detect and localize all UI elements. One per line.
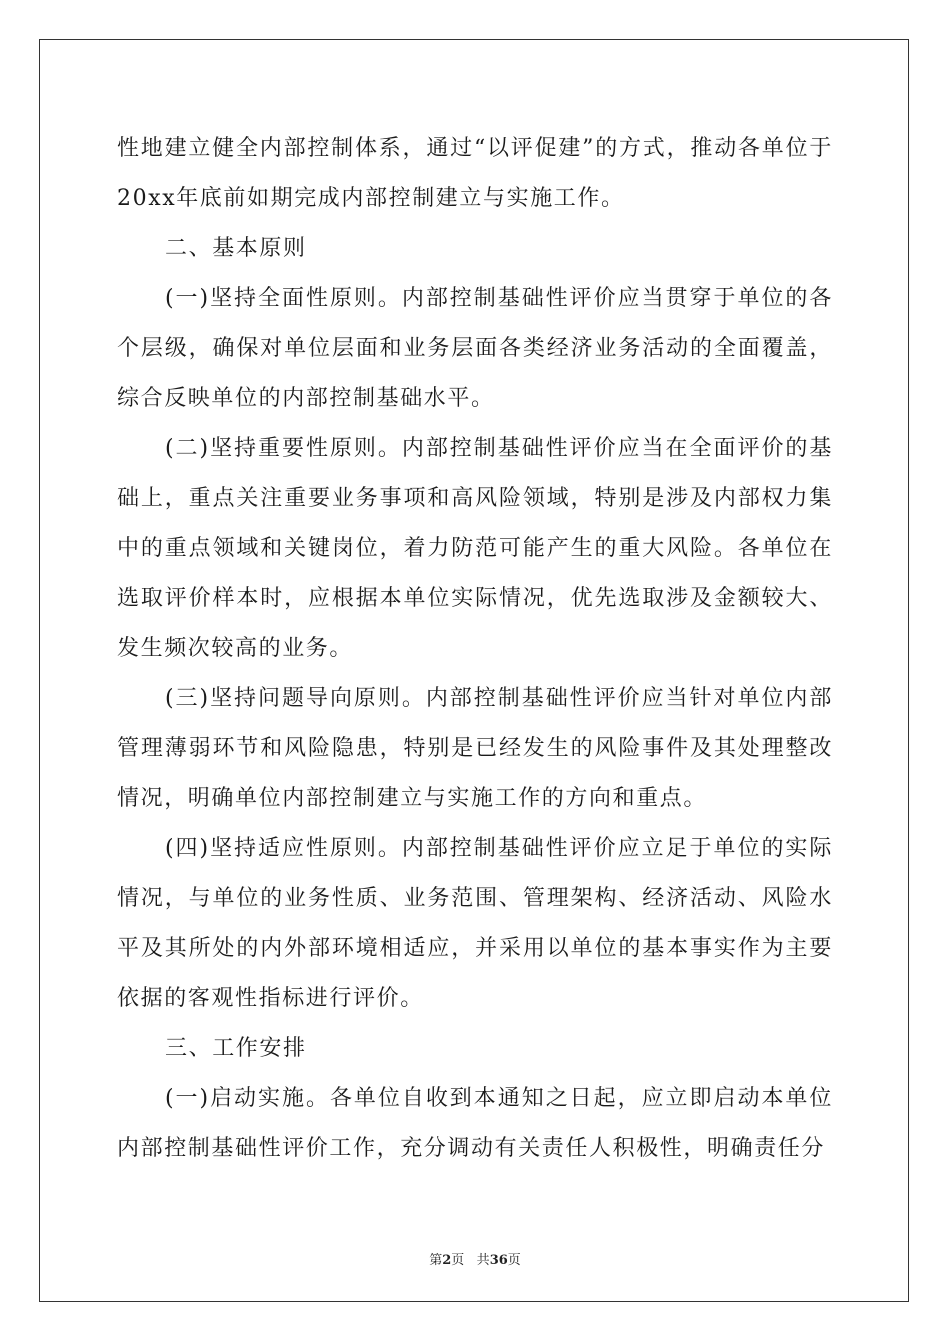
page-prefix: 第 xyxy=(429,1253,443,1268)
page-footer xyxy=(0,1249,950,1268)
paragraph-continuation: 性地建立健全内部控制体系，通过“以评促建”的方式，推动各单位于20xx年底前如期完成内部控制建立与实施工作。 xyxy=(117,136,833,211)
page-suffix: 页 xyxy=(451,1253,465,1268)
paragraph-importance: (二)坚持重要性原则。内部控制基础性评价应当在全面评价的基础上，重点关注重要业务事项和高风险领域，特别是涉及内部权力集中的重点领域和关键岗位，着力防范可能产生的重大风险。各单位在选取评价样本时，应根据本单位实际情况，优先选取涉及金额较大、发生频次较高的业务。 xyxy=(117,436,833,661)
total-prefix: 共 xyxy=(476,1253,490,1268)
page-number: 2 xyxy=(442,1253,452,1268)
total-suffix: 页 xyxy=(507,1253,521,1268)
total-pages: 36 xyxy=(489,1253,508,1268)
section-heading-basic-principles: 二、基本原则 xyxy=(165,236,307,261)
paragraph-comprehensiveness: (一)坚持全面性原则。内部控制基础性评价应当贯穿于单位的各个层级，确保对单位层面和业务层面各类经济业务活动的全面覆盖，综合反映单位的内部控制基础水平。 xyxy=(117,286,833,411)
paragraph-launch: (一)启动实施。各单位自收到本通知之日起，应立即启动本单位内部控制基础性评价工作，充分调动有关责任人积极性，明确责任分 xyxy=(117,1086,833,1161)
paragraph-problem-oriented: (三)坚持问题导向原则。内部控制基础性评价应当针对单位内部管理薄弱环节和风险隐患，特别是已经发生的风险事件及其处理整改情况，明确单位内部控制建立与实施工作的方向和重点。 xyxy=(117,686,833,811)
section-heading-work-arrangement: 三、工作安排 xyxy=(165,1036,307,1061)
document-body xyxy=(117,124,833,1174)
paragraph-adaptability: (四)坚持适应性原则。内部控制基础性评价应立足于单位的实际情况，与单位的业务性质、业务范围、管理架构、经济活动、风险水平及其所处的内外部环境相适应，并采用以单位的基本事实作为主要依据的客观性指标进行评价。 xyxy=(117,836,833,1011)
